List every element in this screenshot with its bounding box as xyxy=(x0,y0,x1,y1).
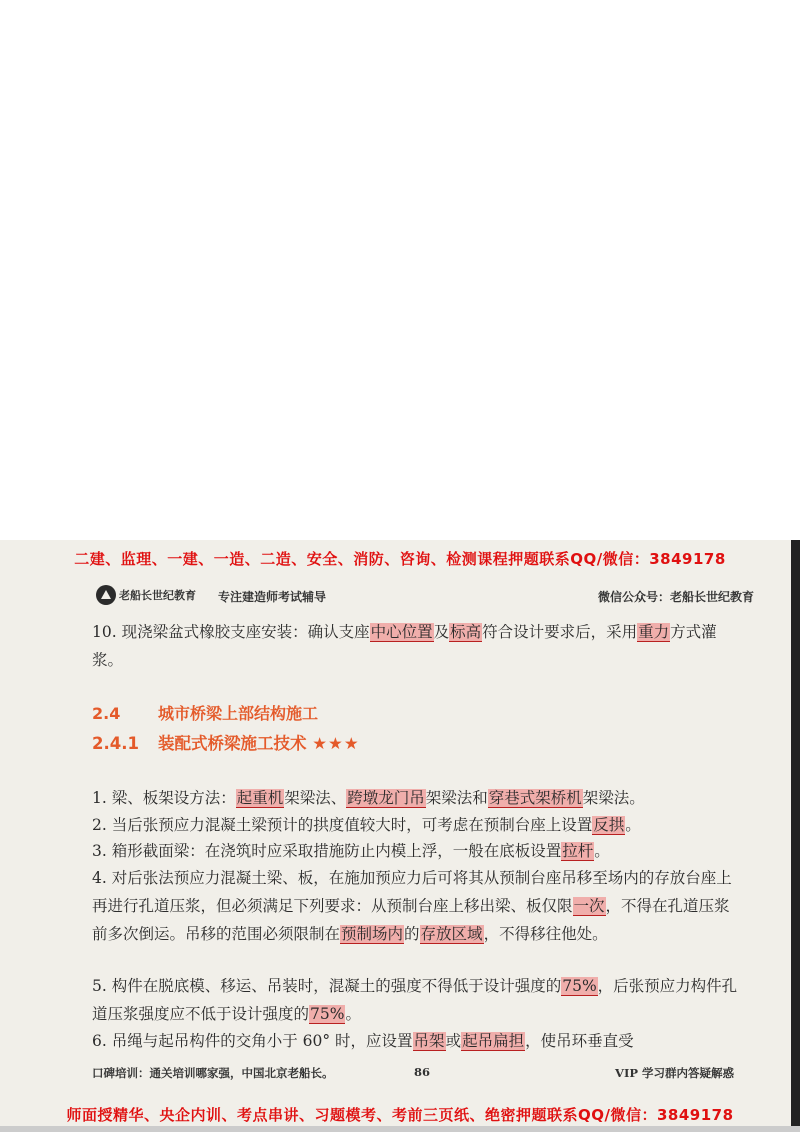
text: 方式灌浆。 xyxy=(92,623,717,669)
text: 架梁法、 xyxy=(284,789,347,807)
paragraph-item-3 xyxy=(92,837,738,865)
paragraph-item-5 xyxy=(92,972,738,1028)
text: ，使吊环垂直受 xyxy=(525,1032,634,1050)
text: ，不得移往他处。 xyxy=(483,925,608,943)
header-subtitle: 专注建造师考试辅导 xyxy=(218,590,327,604)
section-title: 城市桥梁上部结构施工 xyxy=(158,704,319,723)
paragraph-item-2 xyxy=(92,811,738,839)
highlight: 存放区域 xyxy=(420,925,483,943)
footer-vip: VIP 学习群内答疑解惑 xyxy=(615,1066,734,1080)
highlight: 跨墩龙门吊 xyxy=(347,789,425,807)
text: 5. 构件在脱底模、移运、吊装时，混凝土的强度不得低于设计强度的 xyxy=(92,977,562,995)
text: ，不得在孔道压浆前多次倒运。吊移的范围必须限制在 xyxy=(92,897,730,943)
text: 2. 当后张预应力混凝土梁预计的拱度值较大时，可考虑在预制台座上设置 xyxy=(92,816,593,834)
promo-banner-top: 二建、监理、一建、一造、二造、安全、消防、咨询、检测课程押题联系QQ/微信：3849178 xyxy=(74,550,726,568)
highlight: 吊架 xyxy=(413,1032,445,1050)
ship-logo-icon xyxy=(96,585,116,605)
paragraph-item-6 xyxy=(92,1027,738,1055)
highlight: 拉杆 xyxy=(562,842,594,860)
highlight: 75% xyxy=(562,977,597,995)
scan-bottom-edge xyxy=(0,1126,800,1132)
promo-banner-bottom: 师面授精华、央企内训、考点串讲、习题模考、考前三页纸、绝密押题联系QQ/微信：3849178 xyxy=(66,1106,734,1124)
text: 1. 梁、板架设方法： xyxy=(92,789,236,807)
text: 的 xyxy=(404,925,420,943)
highlight: 重力 xyxy=(638,623,670,641)
section-number: 2.4.1 xyxy=(92,734,139,753)
text: 3. 箱形截面梁：在浇筑时应采取措施防止内模上浮，一般在底板设置 xyxy=(92,842,562,860)
page-number: 86 xyxy=(414,1065,431,1079)
page-footer xyxy=(92,1065,752,1087)
highlight: 起重机 xyxy=(236,789,284,807)
text: 及 xyxy=(433,623,450,641)
text: 4. 对后张法预应力混凝土梁、板，在施加预应力后可将其从预制台座吊移至场内的存放台座上再进行孔道压浆，但必须满足下列要求：从预制台座上移出梁、板仅限 xyxy=(92,869,732,915)
highlight: 穿巷式架桥机 xyxy=(488,789,582,807)
highlight: 预制场内 xyxy=(341,925,404,943)
text: 。 xyxy=(594,842,610,860)
paragraph-item-4 xyxy=(92,864,738,948)
header-wechat: 微信公众号：老船长世纪教育 xyxy=(597,590,754,604)
text: 架梁法。 xyxy=(582,789,645,807)
logo-text: 老船长世纪教育 xyxy=(119,589,196,602)
scan-edge xyxy=(791,540,800,1132)
text: 架梁法和 xyxy=(425,789,488,807)
section-title: 装配式桥梁施工技术 xyxy=(158,734,307,753)
highlight: 起吊扁担 xyxy=(462,1032,525,1050)
section-heading-2-4 xyxy=(92,701,318,724)
text: 6. 吊绳与起吊构件的交角小于 60° 时，应设置 xyxy=(92,1032,413,1050)
text: ，后张预应力构件孔道压浆强度应不低于设计强度的 xyxy=(92,977,738,1023)
text: 。 xyxy=(625,816,641,834)
highlight: 标高 xyxy=(450,623,482,641)
paragraph-item-1 xyxy=(92,784,738,812)
paragraph-item-10 xyxy=(92,618,738,674)
star-rating: ★★★ xyxy=(312,734,360,753)
highlight: 中心位置 xyxy=(370,623,433,641)
text: 。 xyxy=(345,1005,361,1023)
highlight: 75% xyxy=(310,1005,345,1023)
text: 或 xyxy=(445,1032,462,1050)
logo xyxy=(96,585,196,605)
highlight: 反拱 xyxy=(593,816,625,834)
section-number: 2.4 xyxy=(92,704,121,723)
page-header xyxy=(96,582,756,608)
footer-slogan: 口碑培训：通关培训哪家强，中国北京老船长。 xyxy=(92,1066,334,1080)
text: 符合设计要求后，采用 xyxy=(482,623,638,641)
text: 10. 现浇梁盆式橡胶支座安装：确认支座 xyxy=(92,623,370,641)
section-heading-2-4-1 xyxy=(92,730,360,754)
highlight: 一次 xyxy=(573,897,605,915)
